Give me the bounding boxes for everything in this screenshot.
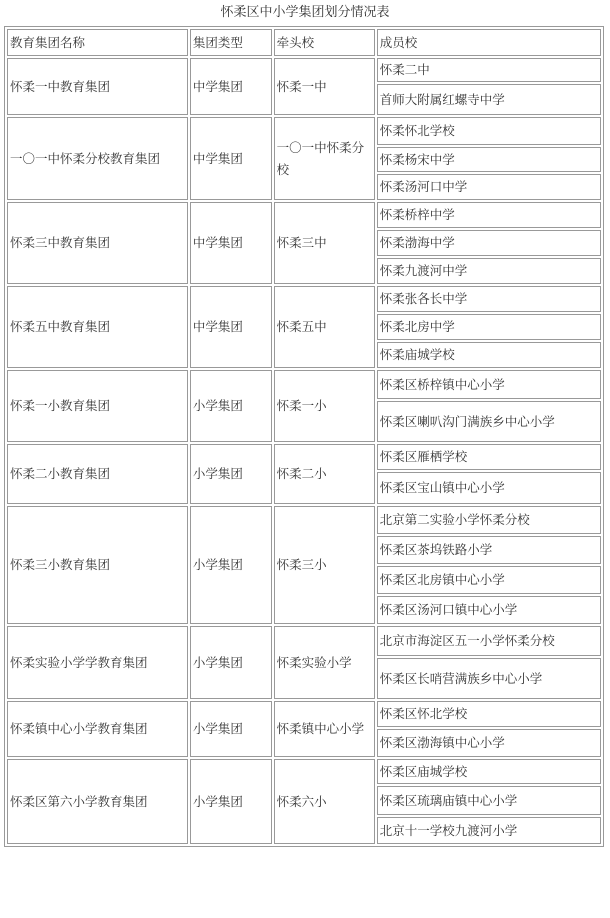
page-title: 怀柔区中小学集团划分情况表 xyxy=(220,5,390,20)
member-school: 怀柔庙城学校 xyxy=(377,342,601,368)
member-school: 怀柔九渡河中学 xyxy=(377,258,601,284)
table-row xyxy=(7,370,601,399)
member-school: 怀柔渤海中学 xyxy=(377,230,601,256)
group-type: 小学集团 xyxy=(190,759,272,844)
lead-school: 怀柔三小 xyxy=(274,506,375,624)
group-name: 怀柔三中教育集团 xyxy=(7,202,188,284)
member-school: 怀柔张各长中学 xyxy=(377,286,601,312)
group-type: 中学集团 xyxy=(190,58,272,115)
lead-school: 怀柔三中 xyxy=(274,202,375,284)
lead-school: 怀柔五中 xyxy=(274,286,375,368)
group-name: 怀柔区第六小学教育集团 xyxy=(7,759,188,844)
member-school: 怀柔区雁栖学校 xyxy=(377,444,601,470)
table-row xyxy=(7,202,601,228)
table-row xyxy=(7,58,601,82)
table-row xyxy=(7,286,601,312)
group-type: 小学集团 xyxy=(190,626,272,699)
group-name: 怀柔镇中心小学教育集团 xyxy=(7,701,188,757)
member-school: 怀柔桥梓中学 xyxy=(377,202,601,228)
member-school: 怀柔区桥梓镇中心小学 xyxy=(377,370,601,399)
member-school: 怀柔区宝山镇中心小学 xyxy=(377,472,601,504)
member-school: 北京市海淀区五一小学怀柔分校 xyxy=(377,626,601,656)
member-school: 北京第二实验小学怀柔分校 xyxy=(377,506,601,534)
table-row xyxy=(7,506,601,534)
lead-school: 怀柔实验小学 xyxy=(274,626,375,699)
lead-school: 怀柔一中 xyxy=(274,58,375,115)
member-school: 怀柔区汤河口镇中心小学 xyxy=(377,596,601,624)
lead-school: 怀柔一小 xyxy=(274,370,375,442)
group-type: 中学集团 xyxy=(190,202,272,284)
group-type: 小学集团 xyxy=(190,370,272,442)
table-row xyxy=(7,759,601,784)
member-school: 怀柔汤河口中学 xyxy=(377,174,601,200)
group-name: 怀柔一小教育集团 xyxy=(7,370,188,442)
member-school: 首师大附属红螺寺中学 xyxy=(377,84,601,115)
header-member-schools: 成员校 xyxy=(377,29,601,56)
member-school: 怀柔怀北学校 xyxy=(377,117,601,145)
header-group-name: 教育集团名称 xyxy=(7,29,188,56)
group-name: 怀柔三小教育集团 xyxy=(7,506,188,624)
group-type: 小学集团 xyxy=(190,506,272,624)
school-groups-table xyxy=(4,26,604,847)
member-school: 怀柔区长哨营满族乡中心小学 xyxy=(377,658,601,699)
group-name: 怀柔五中教育集团 xyxy=(7,286,188,368)
group-name: 怀柔一中教育集团 xyxy=(7,58,188,115)
group-type: 小学集团 xyxy=(190,444,272,504)
member-school: 怀柔区琉璃庙镇中心小学 xyxy=(377,786,601,815)
lead-school: 怀柔二小 xyxy=(274,444,375,504)
header-lead-school: 牵头校 xyxy=(274,29,375,56)
member-school: 怀柔区怀北学校 xyxy=(377,701,601,727)
member-school: 怀柔区庙城学校 xyxy=(377,759,601,784)
group-type: 中学集团 xyxy=(190,286,272,368)
member-school: 怀柔杨宋中学 xyxy=(377,147,601,172)
group-type: 中学集团 xyxy=(190,117,272,200)
lead-school: 怀柔六小 xyxy=(274,759,375,844)
member-school: 怀柔二中 xyxy=(377,58,601,82)
member-school: 北京十一学校九渡河小学 xyxy=(377,817,601,844)
lead-school: 一〇一中怀柔分校 xyxy=(274,117,375,200)
member-school: 怀柔北房中学 xyxy=(377,314,601,340)
header-group-type: 集团类型 xyxy=(190,29,272,56)
header-row xyxy=(7,29,601,56)
group-name: 怀柔实验小学学教育集团 xyxy=(7,626,188,699)
group-name: 一〇一中怀柔分校教育集团 xyxy=(7,117,188,200)
member-school: 怀柔区喇叭沟门满族乡中心小学 xyxy=(377,401,601,442)
lead-school: 怀柔镇中心小学 xyxy=(274,701,375,757)
table-row xyxy=(7,626,601,656)
member-school: 怀柔区茶坞铁路小学 xyxy=(377,536,601,564)
group-name: 怀柔二小教育集团 xyxy=(7,444,188,504)
group-type: 小学集团 xyxy=(190,701,272,757)
member-school: 怀柔区渤海镇中心小学 xyxy=(377,729,601,757)
table-row xyxy=(7,701,601,727)
table-row xyxy=(7,444,601,470)
member-school: 怀柔区北房镇中心小学 xyxy=(377,566,601,594)
table-row xyxy=(7,117,601,145)
